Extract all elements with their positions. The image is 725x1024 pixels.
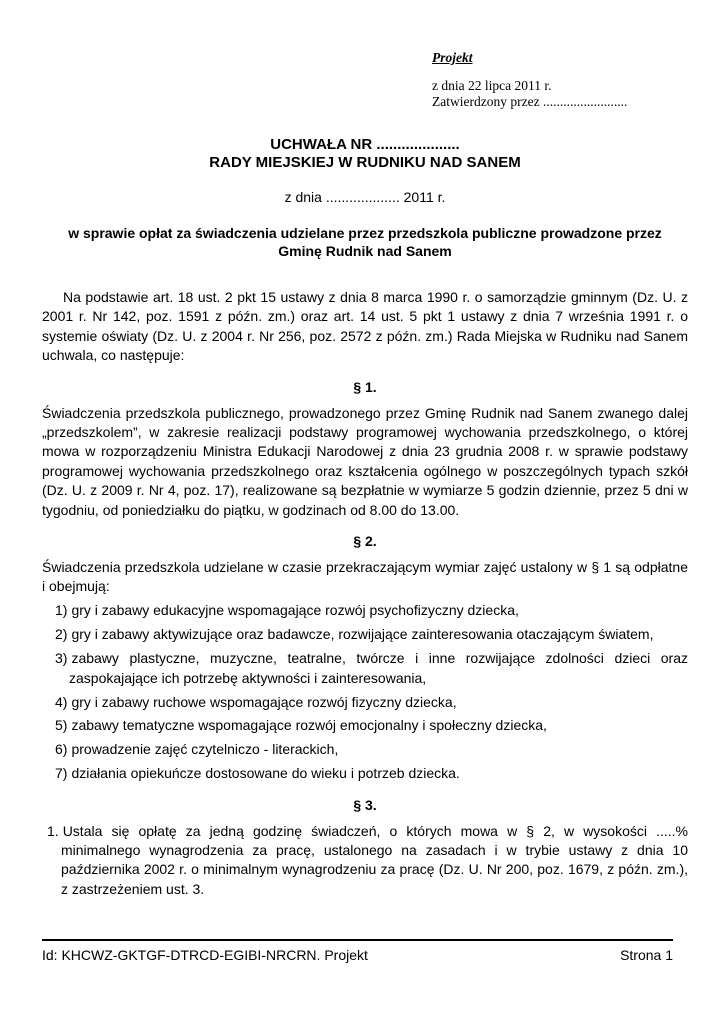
section-1-body: Świadczenia przedszkola publicznego, prowadzonego przez Gminę Rudnik nad Sanem zwanego dalej „przedszkolem”, w zakresie realizacji podstawy programowej wychowania przedszkolnego, o której mowa w rozporządzeniu Ministra Edukacji Narodowej z dnia 23 grudnia 2008 r. w sprawie podstawy programowej wychowania przedszkolnego oraz kształcenia ogólnego w poszczególnych typach szkół (Dz. U. z 2009 r. Nr 4, poz. 17), realizowane są bezpłatnie w wymiarze 5 godzin dziennie, przez 5 dni w tygodniu, od poniedziałku do piątku, w godzinach od 8.00 do 13.00. <box>42 404 688 518</box>
list-item-text: zabawy plastyczne, muzyczne, teatralne, twórcze i inne rozwijające zdolności dzieci oraz zaspokajające ich potrzebę aktywności i zainteresowania, <box>69 650 688 686</box>
list-item-marker: 1. <box>47 822 59 839</box>
list-item <box>47 822 688 900</box>
list-item <box>42 740 688 759</box>
section-2-heading: § 2. <box>353 533 377 550</box>
list-item-marker: 6) <box>55 741 68 758</box>
list-item-text: działania opiekuńcze dostosowane do wieku i potrzeb dziecka. <box>71 765 460 782</box>
list-item-marker: 1) <box>55 602 68 619</box>
document-header <box>432 50 688 110</box>
list-item-text: gry i zabawy aktywizujące oraz badawcze, rozwijające zainteresowania otaczającym światem, <box>71 626 654 643</box>
list-item <box>42 649 688 688</box>
preamble-paragraph: Na podstawie art. 18 ust. 2 pkt 15 ustawy z dnia 8 marca 1990 r. o samorządzie gminnym (Dz. U. z 2001 r. Nr 142, poz. 1591 z późn. zm.) oraz art. 14 ust. 5 pkt 1 ustawy z dnia 7 września 1991 r. o systemie oświaty (Dz. U. z 2004 r. Nr 256, poz. 2572 z późn. zm.) Rada Miejska w Rudniku nad Sanem uchwala, co następuje: <box>42 289 688 364</box>
section-3-heading: § 3. <box>353 796 377 813</box>
list-item <box>42 716 688 735</box>
list-item-text: zabawy tematyczne wspomagające rozwój emocjonalny i społeczny dziecka, <box>71 717 547 734</box>
header-approved-line: Zatwierdzony przez ......................... <box>432 94 628 109</box>
footer-document-id: Id: KHCWZ-GKTGF-DTRCD-EGIBI-NRCRN. Projekt <box>42 947 368 963</box>
list-item-text: prowadzenie zajęć czytelniczo - literackich, <box>71 741 339 758</box>
list-item <box>42 693 688 712</box>
list-item-text: Ustala się opłatę za jedną godzinę świadczeń, o których mowa w § 2, w wysokości .....% minimalnego wynagrodzenia za pracę, ustalonego na zasadach i w trybie ustawy z dnia 10 października 2002 r. o minimalnym wynagrodzeniu za pracę (Dz. U. Nr 200, poz. 1679, z późn. zm.), z zastrzeżeniem ust. 3. <box>61 822 688 897</box>
list-item-marker: 2) <box>55 626 68 643</box>
section-2-intro: Świadczenia przedszkola udzielane w czasie przekraczającym wymiar zajęć ustalony w § 1 są odpłatne i obejmują: <box>42 559 688 595</box>
list-item-marker: 3) <box>55 650 68 667</box>
council-name-line: RADY MIEJSKIEJ W RUDNIKU NAD SANEM <box>209 153 521 171</box>
list-item <box>42 601 688 620</box>
list-item <box>42 625 688 644</box>
list-item-text: gry i zabawy ruchowe wspomagające rozwój fizyczny dziecka, <box>71 693 457 710</box>
projekt-label: Projekt <box>432 50 473 65</box>
list-item <box>42 764 688 783</box>
page-footer <box>42 939 673 963</box>
list-item-marker: 7) <box>55 765 68 782</box>
resolution-number-line: UCHWAŁA NR .................... <box>270 136 460 153</box>
footer-page-number: Strona 1 <box>620 947 673 963</box>
resolution-date-line: z dnia ................... 2011 r. <box>284 189 446 205</box>
section-1-heading: § 1. <box>353 378 377 395</box>
document-title <box>42 136 688 171</box>
section-2-list <box>42 601 688 783</box>
list-item-marker: 5) <box>55 717 68 734</box>
list-item-text: gry i zabawy edukacyjne wspomagające rozwój psychofizyczny dziecka, <box>71 602 519 619</box>
header-date-line: z dnia 22 lipca 2011 r. <box>432 78 552 93</box>
list-item-marker: 4) <box>55 693 68 710</box>
resolution-subject: w sprawie opłat za świadczenia udzielane przez przedszkola publiczne prowadzone przez Gminę Rudnik nad Sanem <box>68 225 662 259</box>
